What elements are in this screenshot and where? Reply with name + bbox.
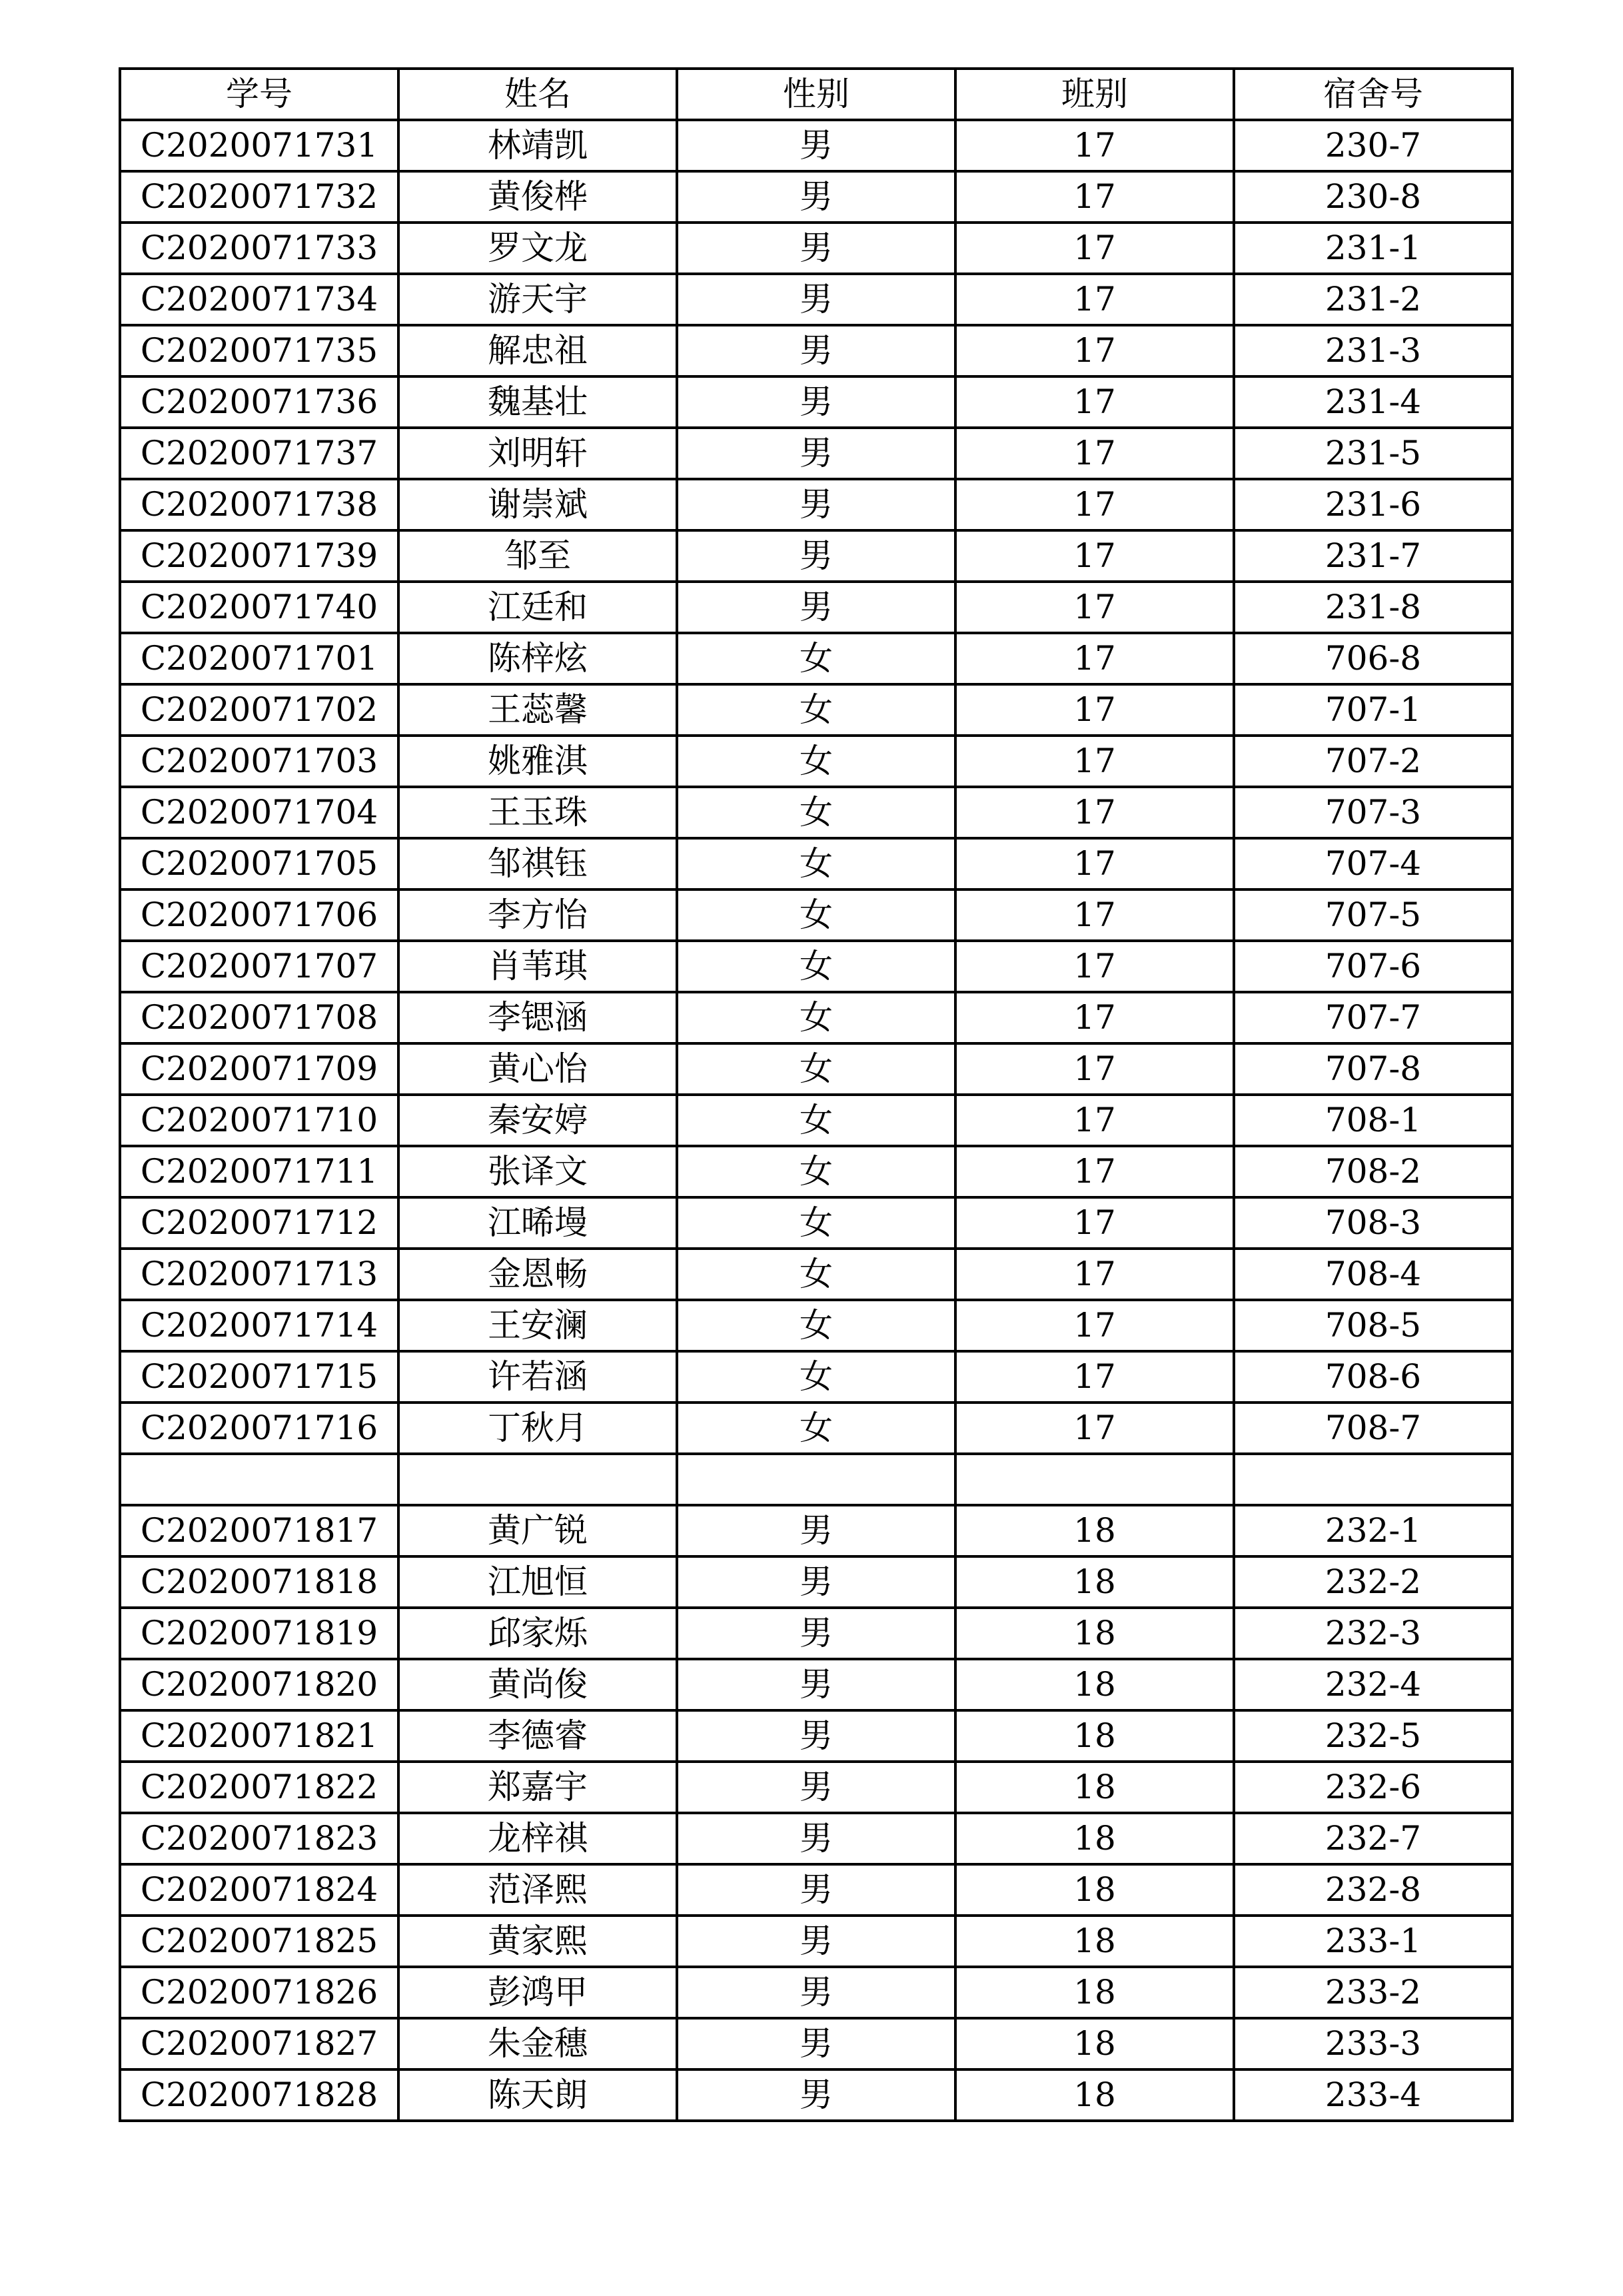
cell-dorm-number: 231-8 [1234, 582, 1512, 633]
cell-class: 18 [955, 1916, 1234, 1967]
table-row [120, 1403, 1512, 1454]
cell-dorm-number: 232-5 [1234, 1710, 1512, 1762]
cell-class: 17 [955, 1095, 1234, 1146]
cell-gender: 男 [677, 171, 955, 223]
cell-dorm-number: 707-5 [1234, 889, 1512, 941]
cell-class: 17 [955, 1043, 1234, 1095]
cell-gender: 女 [677, 787, 955, 838]
cell-name: 肖苇琪 [398, 941, 677, 992]
cell-gender: 女 [677, 1403, 955, 1454]
cell-class: 17 [955, 1403, 1234, 1454]
cell-student-id: C2020071701 [120, 633, 398, 684]
cell-class: 18 [955, 1710, 1234, 1762]
cell-student-id: C2020071736 [120, 376, 398, 428]
table-row [120, 838, 1512, 889]
table-row [120, 274, 1512, 325]
cell-dorm-number: 707-7 [1234, 992, 1512, 1043]
cell-student-id: C2020071709 [120, 1043, 398, 1095]
cell-name: 秦安婷 [398, 1095, 677, 1146]
cell-student-id: C2020071712 [120, 1197, 398, 1249]
cell-dorm-number: 231-6 [1234, 479, 1512, 530]
cell-gender: 女 [677, 992, 955, 1043]
cell-student-id: C2020071823 [120, 1813, 398, 1864]
cell-name: 罗文龙 [398, 223, 677, 274]
table-row [120, 1146, 1512, 1197]
cell-name: 许若涵 [398, 1351, 677, 1403]
cell-name: 邱家烁 [398, 1608, 677, 1659]
table-row [120, 1249, 1512, 1300]
cell-class: 17 [955, 1300, 1234, 1351]
table-row [120, 1300, 1512, 1351]
cell-student-id: C2020071824 [120, 1864, 398, 1916]
cell-dorm-number: 232-6 [1234, 1762, 1512, 1813]
cell-student-id: C2020071708 [120, 992, 398, 1043]
table-row [120, 376, 1512, 428]
header-student-id: 学号 [120, 69, 398, 120]
cell-name: 李锶涵 [398, 992, 677, 1043]
cell-name: 邹祺钰 [398, 838, 677, 889]
cell-dorm-number: 232-8 [1234, 1864, 1512, 1916]
cell-dorm-number: 708-6 [1234, 1351, 1512, 1403]
cell-name: 王蕊馨 [398, 684, 677, 736]
table-row [120, 1813, 1512, 1864]
cell-student-id: C2020071817 [120, 1505, 398, 1556]
cell-class: 18 [955, 2018, 1234, 2069]
cell-name: 谢崇斌 [398, 479, 677, 530]
cell-class: 17 [955, 1249, 1234, 1300]
table-row [120, 633, 1512, 684]
cell-name [398, 1454, 677, 1505]
cell-gender: 男 [677, 2069, 955, 2121]
cell-class: 17 [955, 1146, 1234, 1197]
table-row [120, 428, 1512, 479]
cell-name: 王安澜 [398, 1300, 677, 1351]
cell-name: 魏基壮 [398, 376, 677, 428]
cell-student-id: C2020071715 [120, 1351, 398, 1403]
cell-class: 17 [955, 1351, 1234, 1403]
table-row [120, 2069, 1512, 2121]
cell-class: 17 [955, 992, 1234, 1043]
cell-gender: 男 [677, 274, 955, 325]
cell-name: 林靖凯 [398, 120, 677, 171]
cell-name: 江晞墁 [398, 1197, 677, 1249]
cell-dorm-number: 708-1 [1234, 1095, 1512, 1146]
cell-class: 17 [955, 530, 1234, 582]
cell-class: 18 [955, 2069, 1234, 2121]
cell-dorm-number: 231-1 [1234, 223, 1512, 274]
cell-dorm-number: 233-2 [1234, 1967, 1512, 2018]
roster-body [120, 120, 1512, 2121]
cell-class: 17 [955, 736, 1234, 787]
cell-student-id: C2020071714 [120, 1300, 398, 1351]
cell-dorm-number: 230-7 [1234, 120, 1512, 171]
table-row [120, 787, 1512, 838]
cell-gender: 女 [677, 684, 955, 736]
cell-class: 18 [955, 1608, 1234, 1659]
table-row [120, 1505, 1512, 1556]
cell-student-id: C2020071704 [120, 787, 398, 838]
table-row [120, 479, 1512, 530]
cell-class: 17 [955, 171, 1234, 223]
cell-dorm-number: 232-7 [1234, 1813, 1512, 1864]
cell-student-id [120, 1454, 398, 1505]
cell-gender: 女 [677, 889, 955, 941]
cell-class: 18 [955, 1505, 1234, 1556]
cell-student-id: C2020071738 [120, 479, 398, 530]
cell-gender: 女 [677, 736, 955, 787]
cell-class: 17 [955, 274, 1234, 325]
cell-class: 17 [955, 941, 1234, 992]
table-row [120, 1608, 1512, 1659]
cell-dorm-number: 233-4 [1234, 2069, 1512, 2121]
cell-name: 黄家熙 [398, 1916, 677, 1967]
cell-gender: 男 [677, 1813, 955, 1864]
cell-gender: 女 [677, 1197, 955, 1249]
cell-student-id: C2020071710 [120, 1095, 398, 1146]
cell-name: 王玉珠 [398, 787, 677, 838]
cell-dorm-number: 233-1 [1234, 1916, 1512, 1967]
table-row [120, 684, 1512, 736]
cell-gender: 男 [677, 1505, 955, 1556]
cell-dorm-number: 707-8 [1234, 1043, 1512, 1095]
cell-dorm-number: 230-8 [1234, 171, 1512, 223]
table-row [120, 1454, 1512, 1505]
cell-student-id: C2020071733 [120, 223, 398, 274]
table-row [120, 120, 1512, 171]
cell-student-id: C2020071737 [120, 428, 398, 479]
cell-name: 李方怡 [398, 889, 677, 941]
cell-dorm-number: 707-2 [1234, 736, 1512, 787]
cell-dorm-number: 231-4 [1234, 376, 1512, 428]
cell-name: 张译文 [398, 1146, 677, 1197]
cell-name: 解忠祖 [398, 325, 677, 376]
cell-class: 17 [955, 325, 1234, 376]
cell-gender: 男 [677, 1659, 955, 1710]
cell-class: 18 [955, 1864, 1234, 1916]
cell-dorm-number: 232-1 [1234, 1505, 1512, 1556]
cell-name: 江旭恒 [398, 1556, 677, 1608]
header-class: 班别 [955, 69, 1234, 120]
cell-class: 17 [955, 633, 1234, 684]
table-row [120, 1556, 1512, 1608]
cell-gender: 男 [677, 1864, 955, 1916]
cell-gender: 女 [677, 1300, 955, 1351]
cell-dorm-number: 231-5 [1234, 428, 1512, 479]
cell-gender: 男 [677, 479, 955, 530]
cell-student-id: C2020071732 [120, 171, 398, 223]
cell-gender: 男 [677, 1556, 955, 1608]
cell-name: 陈天朗 [398, 2069, 677, 2121]
cell-gender [677, 1454, 955, 1505]
cell-student-id: C2020071703 [120, 736, 398, 787]
cell-name: 丁秋月 [398, 1403, 677, 1454]
cell-gender: 女 [677, 1249, 955, 1300]
cell-name: 郑嘉宇 [398, 1762, 677, 1813]
cell-name: 范泽熙 [398, 1864, 677, 1916]
table-row [120, 1197, 1512, 1249]
cell-student-id: C2020071828 [120, 2069, 398, 2121]
cell-name: 邹至 [398, 530, 677, 582]
cell-student-id: C2020071827 [120, 2018, 398, 2069]
cell-name: 游天宇 [398, 274, 677, 325]
table-row [120, 1916, 1512, 1967]
cell-dorm-number: 707-3 [1234, 787, 1512, 838]
cell-student-id: C2020071822 [120, 1762, 398, 1813]
cell-class: 18 [955, 1556, 1234, 1608]
table-row [120, 582, 1512, 633]
cell-student-id: C2020071820 [120, 1659, 398, 1710]
cell-dorm-number: 707-1 [1234, 684, 1512, 736]
table-row [120, 2018, 1512, 2069]
cell-student-id: C2020071707 [120, 941, 398, 992]
cell-name: 陈梓炫 [398, 633, 677, 684]
cell-gender: 男 [677, 1762, 955, 1813]
cell-gender: 男 [677, 582, 955, 633]
cell-class [955, 1454, 1234, 1505]
cell-class: 17 [955, 223, 1234, 274]
cell-gender: 女 [677, 1043, 955, 1095]
cell-name: 黄俊桦 [398, 171, 677, 223]
cell-class: 17 [955, 1197, 1234, 1249]
cell-student-id: C2020071826 [120, 1967, 398, 2018]
cell-name: 黄广锐 [398, 1505, 677, 1556]
cell-student-id: C2020071702 [120, 684, 398, 736]
table-row [120, 992, 1512, 1043]
cell-student-id: C2020071713 [120, 1249, 398, 1300]
cell-class: 17 [955, 428, 1234, 479]
cell-class: 17 [955, 787, 1234, 838]
cell-dorm-number: 233-3 [1234, 2018, 1512, 2069]
header-row [120, 69, 1512, 120]
table-row [120, 1710, 1512, 1762]
cell-gender: 女 [677, 941, 955, 992]
roster-table [119, 67, 1514, 2122]
cell-class: 17 [955, 684, 1234, 736]
cell-class: 18 [955, 1813, 1234, 1864]
cell-dorm-number: 232-4 [1234, 1659, 1512, 1710]
cell-gender: 男 [677, 1916, 955, 1967]
roster-header [120, 69, 1512, 120]
table-row [120, 1864, 1512, 1916]
table-row [120, 1967, 1512, 2018]
cell-name: 朱金穗 [398, 2018, 677, 2069]
table-row [120, 530, 1512, 582]
cell-dorm-number: 231-2 [1234, 274, 1512, 325]
cell-dorm-number: 231-3 [1234, 325, 1512, 376]
table-row [120, 1659, 1512, 1710]
cell-class: 17 [955, 838, 1234, 889]
cell-student-id: C2020071740 [120, 582, 398, 633]
dormitory-roster-sheet [119, 67, 1511, 2122]
table-row [120, 171, 1512, 223]
cell-dorm-number [1234, 1454, 1512, 1505]
cell-name: 黄心怡 [398, 1043, 677, 1095]
cell-class: 17 [955, 479, 1234, 530]
cell-gender: 男 [677, 1608, 955, 1659]
cell-gender: 男 [677, 2018, 955, 2069]
cell-name: 刘明轩 [398, 428, 677, 479]
cell-gender: 男 [677, 223, 955, 274]
cell-dorm-number: 708-7 [1234, 1403, 1512, 1454]
table-row [120, 889, 1512, 941]
cell-student-id: C2020071731 [120, 120, 398, 171]
cell-name: 金恩畅 [398, 1249, 677, 1300]
cell-student-id: C2020071711 [120, 1146, 398, 1197]
cell-class: 17 [955, 376, 1234, 428]
cell-class: 17 [955, 889, 1234, 941]
cell-gender: 女 [677, 1351, 955, 1403]
cell-dorm-number: 707-6 [1234, 941, 1512, 992]
cell-name: 黄尚俊 [398, 1659, 677, 1710]
cell-gender: 男 [677, 120, 955, 171]
cell-class: 18 [955, 1967, 1234, 2018]
cell-class: 18 [955, 1762, 1234, 1813]
cell-gender: 女 [677, 1095, 955, 1146]
cell-student-id: C2020071705 [120, 838, 398, 889]
cell-gender: 男 [677, 1967, 955, 2018]
cell-gender: 男 [677, 376, 955, 428]
cell-gender: 女 [677, 838, 955, 889]
cell-dorm-number: 708-5 [1234, 1300, 1512, 1351]
cell-dorm-number: 232-2 [1234, 1556, 1512, 1608]
table-row [120, 1351, 1512, 1403]
cell-dorm-number: 707-4 [1234, 838, 1512, 889]
cell-gender: 男 [677, 1710, 955, 1762]
cell-student-id: C2020071716 [120, 1403, 398, 1454]
cell-student-id: C2020071706 [120, 889, 398, 941]
table-row [120, 1043, 1512, 1095]
cell-class: 18 [955, 1659, 1234, 1710]
cell-name: 江廷和 [398, 582, 677, 633]
table-row [120, 325, 1512, 376]
cell-student-id: C2020071825 [120, 1916, 398, 1967]
header-name: 姓名 [398, 69, 677, 120]
cell-name: 彭鸿甲 [398, 1967, 677, 2018]
cell-name: 李德睿 [398, 1710, 677, 1762]
table-row [120, 941, 1512, 992]
cell-dorm-number: 708-4 [1234, 1249, 1512, 1300]
cell-dorm-number: 708-3 [1234, 1197, 1512, 1249]
cell-gender: 女 [677, 1146, 955, 1197]
table-row [120, 1762, 1512, 1813]
table-row [120, 736, 1512, 787]
cell-class: 17 [955, 582, 1234, 633]
cell-gender: 男 [677, 325, 955, 376]
cell-gender: 女 [677, 633, 955, 684]
cell-student-id: C2020071739 [120, 530, 398, 582]
cell-gender: 男 [677, 530, 955, 582]
cell-dorm-number: 708-2 [1234, 1146, 1512, 1197]
table-row [120, 1095, 1512, 1146]
cell-name: 龙梓祺 [398, 1813, 677, 1864]
cell-student-id: C2020071821 [120, 1710, 398, 1762]
table-row [120, 223, 1512, 274]
cell-name: 姚雅淇 [398, 736, 677, 787]
cell-dorm-number: 231-7 [1234, 530, 1512, 582]
header-gender: 性别 [677, 69, 955, 120]
cell-dorm-number: 232-3 [1234, 1608, 1512, 1659]
cell-class: 17 [955, 120, 1234, 171]
cell-gender: 男 [677, 428, 955, 479]
cell-student-id: C2020071818 [120, 1556, 398, 1608]
cell-student-id: C2020071734 [120, 274, 398, 325]
cell-dorm-number: 706-8 [1234, 633, 1512, 684]
header-dorm-number: 宿舍号 [1234, 69, 1512, 120]
cell-student-id: C2020071735 [120, 325, 398, 376]
cell-student-id: C2020071819 [120, 1608, 398, 1659]
